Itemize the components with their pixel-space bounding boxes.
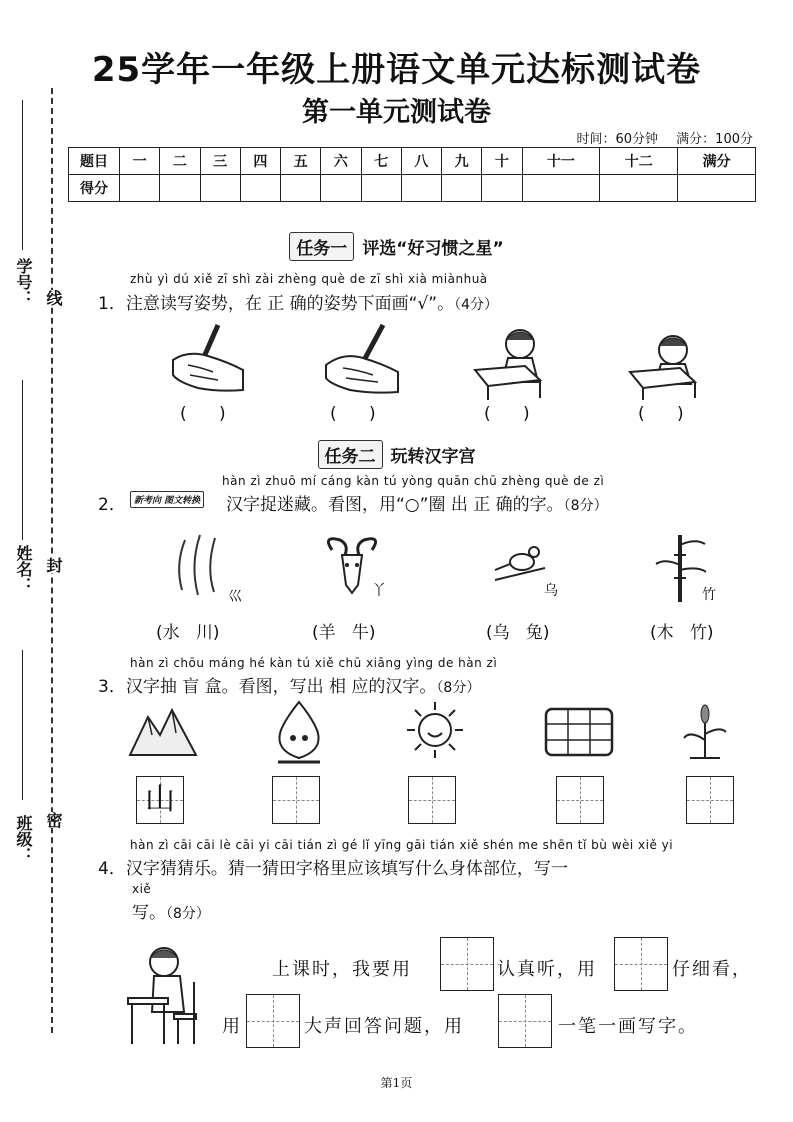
full-score: 满分：100分: [676, 132, 753, 147]
score-cell[interactable]: [401, 175, 441, 202]
score-cell[interactable]: [678, 175, 756, 202]
q4-sentence1-part1: 上课时，我要用: [272, 959, 412, 980]
col-header: 二: [160, 148, 200, 175]
q2-number: 2．: [98, 495, 126, 515]
q1-text: 1．注意读写姿势，在 正 确的姿势下面画“√”。: [98, 294, 455, 314]
q3-text: 3．汉字抽 盲 盒。看图，写出 相 应的汉字。: [98, 677, 437, 697]
hand-correct-grip-illustration: [168, 320, 248, 400]
q4-sentence2-part3: 一笔一画写字。: [558, 1016, 698, 1037]
q3-writing-grid[interactable]: [408, 776, 456, 824]
score-cell[interactable]: [281, 175, 321, 202]
q1-pinyin: zhù yì dú xiě zī shì zài zhèng què de zī shì xià miànhuà: [130, 272, 488, 286]
score-cell[interactable]: [160, 175, 200, 202]
task1-text: 评选“好习惯之星”: [362, 239, 504, 259]
col-header: 七: [361, 148, 401, 175]
boy-at-desk-illustration: [124, 942, 202, 1048]
q4-writing-grid[interactable]: [246, 994, 300, 1048]
q1-answer-paren[interactable]: ( ): [484, 404, 530, 424]
task1-heading: [0, 232, 793, 261]
q4-writing-grid[interactable]: [614, 937, 668, 991]
q4-writing-grid[interactable]: [440, 937, 494, 991]
seedling-illustration: [680, 700, 730, 762]
q4-prompt-line1: 4．汉字猜猜乐。猜一猜田字格里应该填写什么身体部位，写一: [98, 859, 568, 879]
score-cell[interactable]: [600, 175, 678, 202]
secret-label: 密: [44, 812, 63, 828]
score-cell[interactable]: [522, 175, 600, 202]
cut-line-label: 线: [44, 290, 63, 306]
time-limit: 时间：60分钟: [576, 132, 659, 147]
goat-glyph: 丫: [372, 583, 386, 599]
q4-points: （8分）: [166, 906, 210, 922]
task2-heading: [0, 440, 793, 469]
river-glyph: 巛: [228, 589, 242, 605]
mountain-illustration: [128, 705, 198, 760]
fire-illustration: [272, 700, 327, 765]
q3-writing-grid[interactable]: [556, 776, 604, 824]
col-header: 八: [401, 148, 441, 175]
q1-answer-paren[interactable]: ( ): [330, 404, 376, 424]
row-label-score: 得分: [69, 175, 120, 202]
q4-sentence2-part1: 用: [222, 1016, 242, 1037]
score-cell[interactable]: [120, 175, 160, 202]
score-cell[interactable]: [482, 175, 522, 202]
score-cell[interactable]: [321, 175, 361, 202]
q3-prompt: [98, 672, 480, 697]
q2-choice[interactable]: (乌 兔): [486, 623, 550, 643]
col-header: 一: [120, 148, 160, 175]
q3-writing-grid[interactable]: [686, 776, 734, 824]
col-header: 满分: [678, 148, 756, 175]
new-type-badge: 新考向 图文转换: [130, 491, 204, 508]
q1-answer-paren[interactable]: ( ): [180, 404, 226, 424]
col-header: 十一: [522, 148, 600, 175]
q1-prompt: [98, 289, 498, 314]
q4-text2: 写。: [132, 903, 166, 923]
q3-pinyin: hàn zì chōu máng hé kàn tú xiě chū xiāng yìng de hàn zì: [130, 656, 498, 670]
q1-points: （4分）: [454, 297, 498, 313]
col-header: 十二: [600, 148, 678, 175]
task2-box: 任务二: [318, 440, 383, 469]
q2-prompt: [226, 490, 608, 515]
page-title: 25学年一年级上册语文单元达标测试卷: [91, 50, 702, 90]
q2-choice[interactable]: (羊 牛): [312, 623, 376, 643]
row-label-questions: 题目: [69, 148, 120, 175]
col-header: 五: [281, 148, 321, 175]
score-table: [68, 147, 756, 202]
q4-writing-grid[interactable]: [498, 994, 552, 1048]
binding-margin: [0, 0, 70, 1122]
q2-points: （8分）: [563, 498, 608, 514]
page-number: 第1页: [380, 1076, 413, 1090]
class-line[interactable]: [22, 650, 23, 800]
class-label: 班级：: [14, 815, 33, 863]
page-subtitle: 第一单元测试卷: [302, 97, 491, 128]
name-label: 姓名：: [14, 545, 33, 593]
hand-wrong-grip-illustration: [318, 320, 403, 400]
q1-answer-paren[interactable]: ( ): [638, 404, 684, 424]
score-cell[interactable]: [442, 175, 482, 202]
score-table-header-row: [69, 148, 756, 175]
score-cell[interactable]: [200, 175, 240, 202]
exam-meta: [562, 128, 753, 147]
q2-choice[interactable]: (水 川): [156, 623, 220, 643]
girl-correct-posture-illustration: [470, 322, 555, 402]
score-cell[interactable]: [240, 175, 280, 202]
task1-box: 任务一: [289, 232, 354, 261]
student-id-label: 学号：: [14, 258, 33, 306]
rice-field-illustration: [542, 705, 617, 760]
q3-writing-grid-sample: [136, 776, 184, 824]
q2-text: 汉字捉迷藏。看图，用“○”圈 出 正 确的字。: [226, 495, 564, 515]
bird-illustration: [490, 540, 550, 590]
q4-pinyin-line2: xiě: [132, 882, 152, 896]
col-header: 六: [321, 148, 361, 175]
q2-choice[interactable]: (木 竹): [650, 623, 714, 643]
q3-sample-char: 山: [145, 782, 175, 817]
q4-sentence1-part2: 认真听，用: [497, 959, 597, 980]
q4-sentence2-part2: 大声回答问题，用: [304, 1016, 464, 1037]
score-table-score-row: [69, 175, 756, 202]
seal-label: 封: [44, 557, 63, 573]
col-header: 十: [482, 148, 522, 175]
task2-text: 玩转汉字宫: [390, 447, 476, 467]
bird-glyph: 乌: [544, 583, 558, 599]
sun-illustration: [405, 700, 465, 760]
col-header: 九: [442, 148, 482, 175]
q4-sentence1-part3: 仔细看，: [672, 959, 752, 980]
bamboo-glyph: 竹: [702, 587, 716, 603]
q3-writing-grid[interactable]: [272, 776, 320, 824]
q3-points: （8分）: [436, 680, 481, 696]
score-cell[interactable]: [361, 175, 401, 202]
q2-pinyin: hàn zì zhuō mí cáng kàn tú yòng quān chū zhèng què de zì: [222, 474, 605, 488]
col-header: 四: [240, 148, 280, 175]
col-header: 三: [200, 148, 240, 175]
q4-prompt-line2: [132, 898, 210, 923]
q4-pinyin-line1: hàn zì cāi cāi lè cāi yi cāi tián zì gé lǐ yīng gāi tián xiě shén me shēn tǐ bù wèi xiě yi: [130, 838, 674, 852]
girl-wrong-posture-illustration: [625, 322, 710, 402]
bamboo-illustration: [650, 530, 710, 605]
